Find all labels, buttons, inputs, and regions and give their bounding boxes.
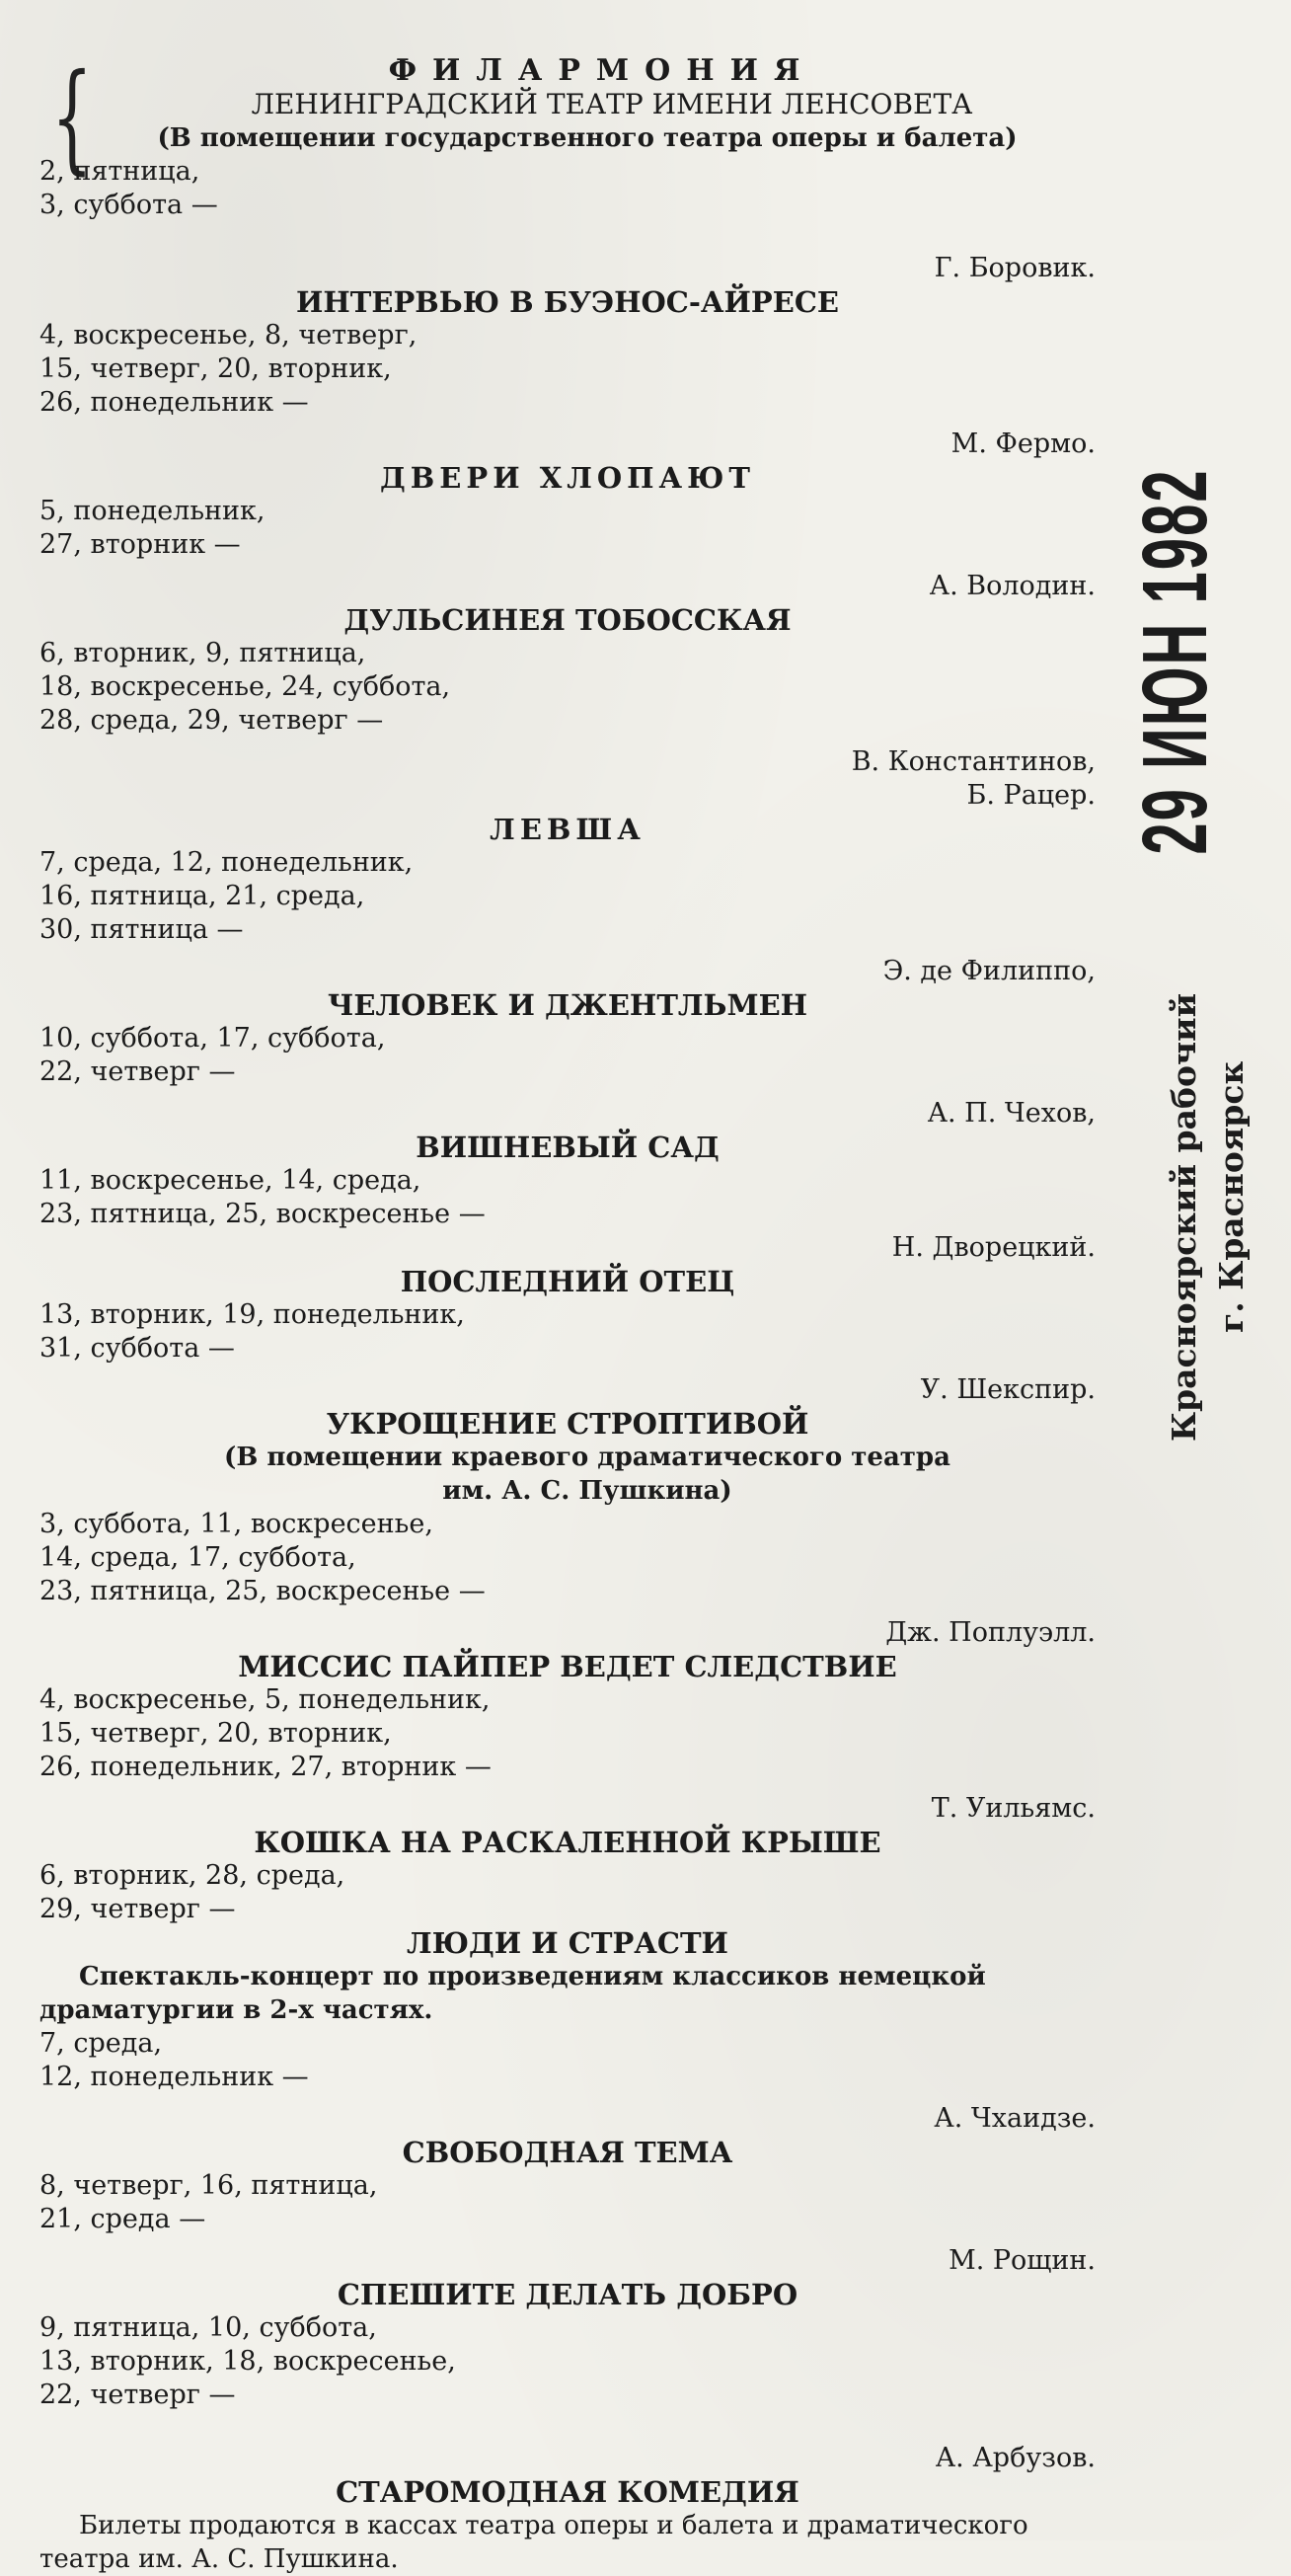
play-date-line: 12, понедельник — [39,2062,309,2092]
play-date-line: 13, вторник, 19, понедельник, [39,1299,465,1330]
play-date-line: 29, четверг — [39,1894,236,1924]
play-date-line: 4, воскресенье, 5, понедельник, [39,1684,491,1715]
play-title: МИССИС ПАЙПЕР ВЕДЕТ СЛЕДСТВИЕ [238,1650,897,1683]
second-venue-note: (В помещении краевого драматического театра [224,1443,950,1472]
date-stamp [1124,464,1227,859]
newspaper-stamp-line1: Красноярский рабочий [1165,992,1203,1442]
newspaper-stamp-line2: г. Красноярск [1212,1060,1251,1333]
play-description: Спектакль-концерт по произведениям классиков немецкой драматургии в 2-х частях. [39,1962,986,2025]
play-author: Э. де Филиппо, [882,956,1096,986]
play-date-line: 3, суббота, 11, воскресенье, [39,1509,433,1539]
brace-decoration: { [51,49,93,187]
play-title: СТАРОМОДНАЯ КОМЕДИЯ [336,2475,799,2509]
play-title: ДВЕРИ ХЛОПАЮТ [379,461,756,495]
play-title: ВИШНЕВЫЙ САД [416,1131,720,1164]
play-title: ЛЮДИ И СТРАСТИ [407,1926,728,1960]
play-title: ЛЕВША [490,813,646,846]
play-author: М. Фермо. [950,429,1096,459]
play-title: СПЕШИТЕ ДЕЛАТЬ ДОБРО [337,2278,798,2311]
play-date-line: 23, пятница, 25, воскресенье — [39,1576,486,1606]
play-date-line: 13, вторник, 18, воскресенье, [39,2346,456,2377]
play-title: УКРОЩЕНИЕ СТРОПТИВОЙ [326,1407,809,1441]
play-author: Б. Рацер. [966,780,1096,811]
play-date-line: 6, вторник, 9, пятница, [39,638,366,668]
theatre-schedule [39,49,1096,2576]
play-date-line: 22, четверг — [39,2380,236,2410]
venue-note: (В помещении государственного театра оперы и балета) [157,123,1018,153]
play-author: Дж. Поплуэлл. [885,1617,1096,1648]
play-author: А. Арбузов. [935,2443,1096,2473]
play-date-line: 27, вторник — [39,529,241,560]
play-author: У. Шекспир. [920,1374,1096,1405]
play-date-line: 26, понедельник — [39,387,309,418]
play-date-line: 15, четверг, 20, вторник, [39,353,392,384]
play-author: Т. Уильямс. [931,1793,1096,1824]
play-date-line: 10, суббота, 17, суббота, [39,1023,386,1054]
play-date-line: 16, пятница, 21, среда, [39,881,365,911]
play-date-line: 2, пятница, [39,156,200,187]
play-date-line: 5, понедельник, [39,496,266,526]
play-date-line: 30, пятница — [39,914,244,945]
newspaper-stamp [1165,948,1263,1442]
play-date-line: 26, понедельник, 27, вторник — [39,1752,492,1782]
second-venue-note: им. А. С. Пушкина) [442,1476,732,1506]
play-author: М. Рощин. [949,2245,1096,2276]
play-date-line: 28, среда, 29, четверг — [39,705,384,736]
play-title: КОШКА НА РАСКАЛЕННОЙ КРЫШЕ [254,1826,881,1859]
org-heading: ФИЛАРМОНИЯ [388,53,816,88]
play-date-line: 15, четверг, 20, вторник, [39,1718,392,1749]
play-date-line: 11, воскресенье, 14, среда, [39,1165,421,1196]
play-date-line: 3, суббота — [39,190,218,220]
theatre-heading: ЛЕНИНГРАДСКИЙ ТЕАТР ИМЕНИ ЛЕНСОВЕТА [251,88,973,120]
play-author: А. Володин. [929,571,1096,601]
date-stamp-text: 29 ИЮН 1982 [1124,468,1227,855]
play-title: ДУЛЬСИНЕЯ ТОБОССКАЯ [343,603,792,637]
play-date-line: 6, вторник, 28, среда, [39,1860,345,1891]
play-date-line: 14, среда, 17, суббота, [39,1542,356,1573]
play-date-line: 23, пятница, 25, воскресенье — [39,1199,486,1229]
play-date-line: 8, четверг, 16, пятница, [39,2170,378,2201]
play-date-line: 4, воскресенье, 8, четверг, [39,320,418,351]
play-title: ПОСЛЕДНИЙ ОТЕЦ [400,1265,735,1298]
play-title: СВОБОДНАЯ ТЕМА [402,2136,733,2169]
play-title: ИНТЕРВЬЮ В БУЭНОС-АЙРЕСЕ [295,285,840,319]
play-date-line: 7, среда, [39,2028,163,2059]
play-date-line: 7, среда, 12, понедельник, [39,847,414,878]
play-author: Г. Боровик. [934,253,1096,283]
play-date-line: 21, среда — [39,2204,206,2234]
play-date-line: 9, пятница, 10, суббота, [39,2312,377,2343]
play-author: В. Константинов, [851,746,1096,777]
play-author: Н. Дворецкий. [891,1232,1096,1263]
play-date-line: 22, четверг — [39,1056,236,1087]
play-author: А. П. Чехов, [927,1098,1096,1129]
play-title: ЧЕЛОВЕК И ДЖЕНТЛЬМЕН [327,988,808,1022]
play-author: А. Чхаидзе. [934,2103,1096,2134]
play-date-line: 18, воскресенье, 24, суббота, [39,671,451,702]
play-date-line: 31, суббота — [39,1333,235,1364]
footer-note: Билеты продаются в кассах театра оперы и балета и драматического театра им. А. С. Пушкина. [39,2511,1028,2574]
